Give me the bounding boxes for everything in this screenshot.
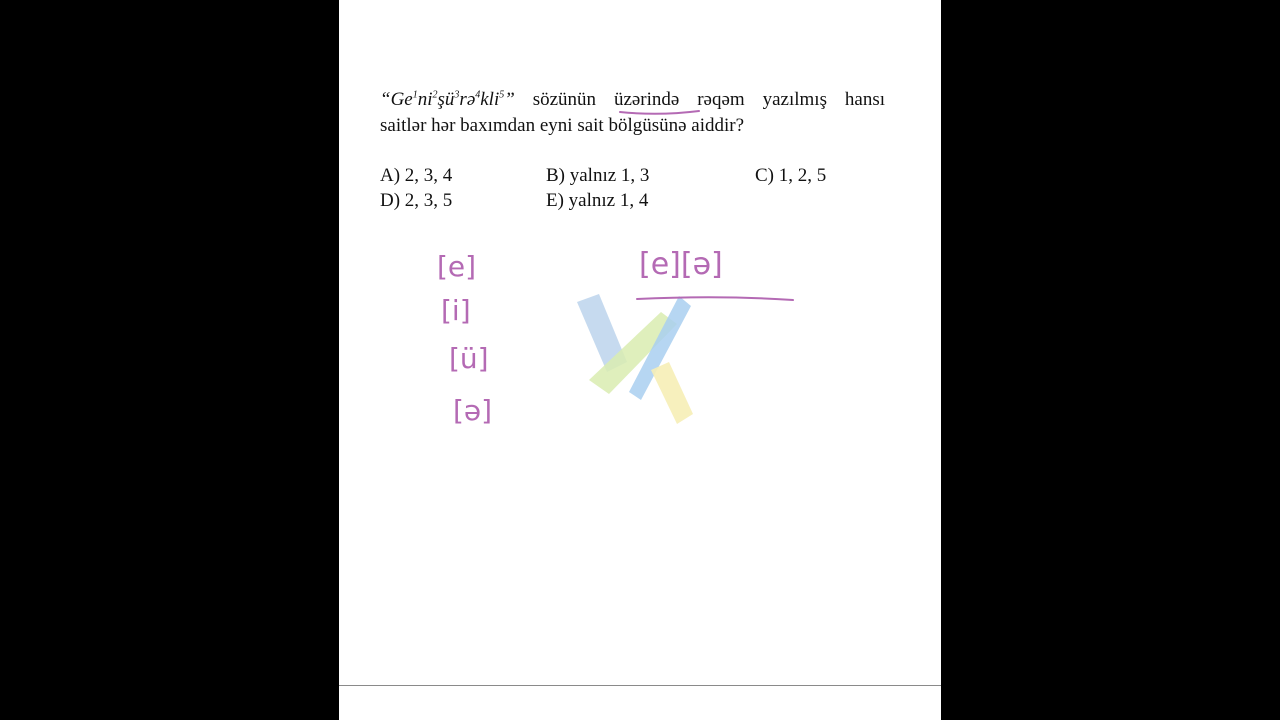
footer-divider [339,685,941,686]
option-a[interactable]: A) 2, 3, 4 [380,165,453,186]
question-word: sözünün [532,89,597,110]
option-b[interactable]: B) yalnız 1, 3 [546,165,650,186]
annotation-vowel: [ə] [453,394,493,427]
underlined-word: üzərində [613,89,680,110]
annotation-vowel: [i] [441,294,471,327]
option-c[interactable]: C) 1, 2, 5 [755,165,827,186]
annotation-vowel: [e] [437,250,477,283]
annotation-vowel: [ü] [449,342,489,375]
target-word: “$Ge^1ni^2şü^3rə^4kli^5$” [380,89,515,110]
option-d[interactable]: D) 2, 3, 5 [380,190,453,211]
document-page [339,0,941,720]
question-word: yazılmış [762,89,827,110]
question-word: hansı [844,89,885,110]
handwritten-annotations [339,0,941,480]
question-line-2: saitlər hər baxımdan eyni sait bölgüsünə aiddir? [380,115,745,136]
question-word: rəqəm [697,89,745,110]
annotation-vowel-pair: [e][ə] [639,247,723,282]
option-e[interactable]: E) yalnız 1, 4 [546,190,649,211]
